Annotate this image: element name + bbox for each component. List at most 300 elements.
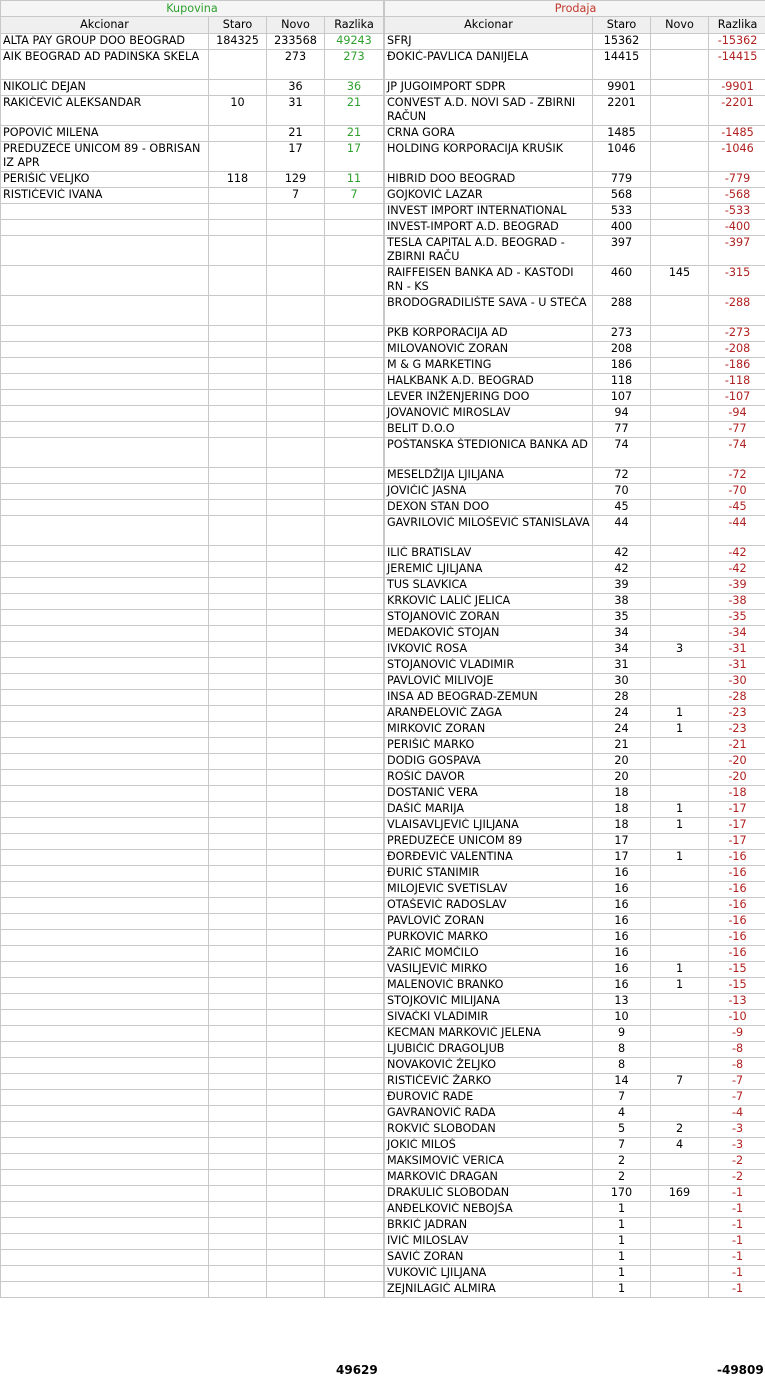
sell-table-row [385,1138,765,1154]
sell-diff-cell: -74 [709,438,765,468]
sell-table-row [385,1186,765,1202]
buy-table-row [1,914,384,930]
sell-shareholder-cell: DEXON STAN DOO [385,500,593,516]
sell-shareholder-cell: STOJANOVIĆ VLADIMIR [385,658,593,674]
buy-table-row [1,1250,384,1266]
buy-shareholder-cell [1,204,209,220]
buy-table-row [1,422,384,438]
sell-shareholder-cell: MIRKOVIĆ ZORAN [385,722,593,738]
sell-diff-cell: -17 [709,834,765,850]
buy-new-cell [267,914,325,930]
buy-table-row [1,204,384,220]
sell-old-cell: 1 [593,1250,651,1266]
buy-diff-cell [325,438,384,468]
sell-new-cell: 1 [651,978,709,994]
buy-diff-cell [325,882,384,898]
buy-shareholder-cell [1,754,209,770]
sell-table-row [385,172,765,188]
buy-shareholder-cell [1,390,209,406]
buy-table-row [1,1058,384,1074]
buy-old-cell: 184325 [209,34,267,50]
sell-shareholder-cell: GOJKOVIĆ LAZAR [385,188,593,204]
buy-new-cell [267,850,325,866]
buy-shareholder-cell [1,1122,209,1138]
sell-table-row [385,358,765,374]
sell-old-cell: 1485 [593,126,651,142]
sell-table-row [385,1010,765,1026]
sell-diff-cell: -16 [709,898,765,914]
buy-new-cell [267,220,325,236]
sell-diff-cell: -30 [709,674,765,690]
buy-shareholder-cell [1,1266,209,1282]
buy-shareholder-cell [1,326,209,342]
buy-diff-cell [325,834,384,850]
buy-old-cell [209,690,267,706]
sell-diff-cell: -77 [709,422,765,438]
sell-header-new: Novo [651,17,709,34]
sell-new-cell: 1 [651,802,709,818]
sell-new-cell [651,1250,709,1266]
buy-shareholder-cell [1,1042,209,1058]
sell-shareholder-cell: SIVAČKI VLADIMIR [385,1010,593,1026]
sell-diff-cell: -186 [709,358,765,374]
buy-shareholder-cell [1,626,209,642]
sell-table-row [385,754,765,770]
sell-shareholder-cell: PURKOVIĆ MARKO [385,930,593,946]
buy-old-cell [209,1202,267,1218]
sell-table-row [385,1058,765,1074]
sell-table-row [385,96,765,126]
buy-old-cell [209,1074,267,1090]
sell-diff-cell: -8 [709,1058,765,1074]
buy-diff-cell [325,866,384,882]
sell-old-cell: 72 [593,468,651,484]
buy-table-row [1,50,384,80]
buy-shareholder-cell [1,930,209,946]
sell-header-diff: Razlika [709,17,765,34]
sell-table-row [385,326,765,342]
sell-new-cell [651,834,709,850]
buy-old-cell [209,850,267,866]
buy-table-row [1,882,384,898]
buy-table-row [1,468,384,484]
buy-old-cell [209,978,267,994]
sell-old-cell: 8 [593,1058,651,1074]
sell-table-row [385,914,765,930]
sell-old-cell: 39 [593,578,651,594]
buy-shareholder-cell [1,438,209,468]
sell-old-cell: 2201 [593,96,651,126]
sell-new-cell [651,594,709,610]
buy-diff-cell [325,738,384,754]
sell-table-row [385,390,765,406]
sell-table-row [385,342,765,358]
buy-diff-cell [325,818,384,834]
buy-new-cell [267,236,325,266]
sell-table-row [385,1090,765,1106]
buy-diff-cell [325,706,384,722]
sell-table-body [385,34,765,1298]
buy-old-cell [209,374,267,390]
sell-old-cell: 45 [593,500,651,516]
buy-diff-cell [325,978,384,994]
buy-old-cell [209,1122,267,1138]
buy-new-cell [267,1058,325,1074]
sell-diff-cell: -16 [709,930,765,946]
sell-shareholder-cell: STOJANOVIĆ ZORAN [385,610,593,626]
sell-new-cell: 1 [651,706,709,722]
sell-diff-cell: -7 [709,1090,765,1106]
sell-table-row [385,546,765,562]
sell-old-cell: 8 [593,1042,651,1058]
buy-table-row [1,690,384,706]
buy-table-row [1,978,384,994]
sell-old-cell: 1 [593,1218,651,1234]
buy-table-row [1,562,384,578]
buy-diff-cell [325,1090,384,1106]
buy-old-cell [209,1058,267,1074]
sell-new-cell [651,96,709,126]
buy-shareholder-cell [1,1234,209,1250]
buy-table-row [1,142,384,172]
buy-old-cell [209,914,267,930]
sell-new-cell [651,1266,709,1282]
sell-new-cell [651,220,709,236]
sell-new-cell [651,546,709,562]
buy-diff-cell [325,1106,384,1122]
sell-old-cell: 18 [593,786,651,802]
sell-diff-cell: -45 [709,500,765,516]
buy-shareholder-cell [1,422,209,438]
buy-diff-cell: 21 [325,126,384,142]
sell-table-row [385,34,765,50]
sell-table-row [385,1042,765,1058]
sell-new-cell [651,1106,709,1122]
buy-shareholder-cell [1,578,209,594]
sell-new-cell [651,406,709,422]
sell-diff-cell: -1 [709,1202,765,1218]
buy-old-cell [209,1042,267,1058]
sell-old-cell: 16 [593,946,651,962]
sell-shareholder-cell: DOSTANIĆ VERA [385,786,593,802]
sell-shareholder-cell: PERIŠIĆ MARKO [385,738,593,754]
sell-new-cell [651,50,709,80]
sell-old-cell: 208 [593,342,651,358]
sell-new-cell: 1 [651,850,709,866]
buy-shareholder-cell [1,962,209,978]
buy-table-row [1,946,384,962]
sell-table-row [385,1074,765,1090]
sell-old-cell: 15362 [593,34,651,50]
buy-new-cell [267,422,325,438]
buy-table-row [1,1090,384,1106]
sell-diff-cell: -15362 [709,34,765,50]
sell-old-cell: 20 [593,754,651,770]
sell-shareholder-cell: MILOJEVIĆ SVETISLAV [385,882,593,898]
sell-shareholder-cell: CRNA GORA [385,126,593,142]
sell-new-cell [651,1170,709,1186]
sell-new-cell [651,1058,709,1074]
sell-old-cell: 30 [593,674,651,690]
buy-old-cell [209,642,267,658]
sell-old-cell: 28 [593,690,651,706]
buy-new-cell [267,1026,325,1042]
buy-table-row [1,1282,384,1298]
sell-old-cell: 44 [593,516,651,546]
sell-new-cell [651,438,709,468]
buy-table-row [1,188,384,204]
sell-table-row [385,834,765,850]
buy-table-row [1,578,384,594]
sell-new-cell [651,1218,709,1234]
sell-shareholder-cell: POŠTANSKA ŠTEDIONICA BANKA AD [385,438,593,468]
sell-table-row [385,468,765,484]
buy-new-cell [267,882,325,898]
sell-table-row [385,1026,765,1042]
buy-shareholder-cell [1,898,209,914]
sell-old-cell: 1 [593,1282,651,1298]
sell-new-cell [651,516,709,546]
buy-table-row [1,516,384,546]
buy-new-cell [267,1106,325,1122]
buy-table-row [1,374,384,390]
buy-shareholder-cell [1,802,209,818]
sell-new-cell [651,690,709,706]
buy-table-row [1,1218,384,1234]
buy-new-cell [267,1170,325,1186]
sell-old-cell: 107 [593,390,651,406]
buy-diff-cell [325,1266,384,1282]
buy-old-cell [209,126,267,142]
sell-new-cell [651,326,709,342]
buy-new-cell: 233568 [267,34,325,50]
sell-new-cell [651,1282,709,1298]
buy-new-cell [267,770,325,786]
sell-table-row [385,866,765,882]
sell-old-cell: 1 [593,1202,651,1218]
buy-new-cell [267,1266,325,1282]
sell-old-cell: 4 [593,1106,651,1122]
sell-new-cell [651,562,709,578]
buy-old-cell [209,1170,267,1186]
buy-diff-cell [325,962,384,978]
buy-new-cell [267,866,325,882]
buy-table-row [1,658,384,674]
sell-new-cell [651,674,709,690]
buy-shareholder-cell: AIK BEOGRAD AD PADINSKA SKELA [1,50,209,80]
buy-new-cell [267,706,325,722]
sell-shareholder-cell: ĐURIĆ STANIMIR [385,866,593,882]
sell-old-cell: 24 [593,722,651,738]
sell-table-row [385,962,765,978]
buy-table-row [1,834,384,850]
buy-diff-cell [325,802,384,818]
sell-new-cell [651,914,709,930]
buy-shareholder-cell [1,674,209,690]
buy-table-row [1,1026,384,1042]
sell-diff-cell: -400 [709,220,765,236]
buy-diff-cell [325,422,384,438]
buy-old-cell [209,516,267,546]
buy-diff-cell [325,610,384,626]
sell-diff-cell: -20 [709,770,765,786]
sell-diff-cell: -17 [709,818,765,834]
buy-shareholder-cell [1,882,209,898]
buy-new-cell [267,1138,325,1154]
buy-table-row [1,722,384,738]
buy-shareholder-cell [1,850,209,866]
buy-new-cell [267,594,325,610]
sell-diff-cell: -18 [709,786,765,802]
sell-table-row [385,994,765,1010]
sell-old-cell: 34 [593,642,651,658]
sell-shareholder-cell: DAŠIĆ MARIJA [385,802,593,818]
buy-shareholder-cell [1,610,209,626]
sell-shareholder-cell: INSA AD BEOGRAD-ZEMUN [385,690,593,706]
sell-old-cell: 18 [593,818,651,834]
buy-new-cell [267,754,325,770]
buy-table-row [1,1106,384,1122]
buy-old-cell [209,882,267,898]
sell-shareholder-cell: BELIT D.O.O [385,422,593,438]
buy-diff-cell: 17 [325,142,384,172]
sell-new-cell [651,1234,709,1250]
sell-diff-cell: -13 [709,994,765,1010]
buy-table-row [1,754,384,770]
buy-table-row [1,930,384,946]
buy-diff-cell [325,1234,384,1250]
sell-old-cell: 70 [593,484,651,500]
buy-shareholder-cell [1,546,209,562]
buy-new-cell [267,266,325,296]
buy-diff-cell [325,236,384,266]
buy-old-cell [209,994,267,1010]
sell-table-row [385,802,765,818]
buy-old-cell [209,546,267,562]
buy-table-row [1,674,384,690]
sell-new-cell: 169 [651,1186,709,1202]
sell-new-cell [651,34,709,50]
buy-new-cell [267,500,325,516]
buy-table-row [1,802,384,818]
buy-table-row [1,126,384,142]
sell-table-row [385,236,765,266]
sell-new-cell [651,930,709,946]
buy-table-row [1,296,384,326]
sell-old-cell: 170 [593,1186,651,1202]
sell-shareholder-cell: RAIFFEISEN BANKA AD - KASTODI RN - KS [385,266,593,296]
sell-shareholder-cell: MALENOVIĆ BRANKO [385,978,593,994]
sell-old-cell: 397 [593,236,651,266]
buy-old-cell [209,188,267,204]
buy-new-cell [267,1218,325,1234]
buy-diff-cell [325,578,384,594]
buy-old-cell [209,674,267,690]
sell-shareholder-cell: JOVIČIĆ JASNA [385,484,593,500]
sell-shareholder-cell: MAKSIMOVIĆ VERICA [385,1154,593,1170]
buy-table-row [1,172,384,188]
buy-diff-cell: 273 [325,50,384,80]
sell-old-cell: 94 [593,406,651,422]
buy-diff-cell [325,626,384,642]
sell-old-cell: 779 [593,172,651,188]
buy-old-cell [209,80,267,96]
buy-new-cell [267,358,325,374]
buy-shareholder-cell [1,484,209,500]
buy-shareholder-cell: RAKIĆEVIĆ ALEKSANDAR [1,96,209,126]
buy-old-cell [209,770,267,786]
sell-old-cell: 42 [593,546,651,562]
sell-old-cell: 16 [593,914,651,930]
sell-table-row [385,204,765,220]
buy-shareholder-cell [1,1106,209,1122]
buy-shareholder-cell [1,562,209,578]
sell-new-cell [651,898,709,914]
buy-old-cell [209,1250,267,1266]
sell-diff-cell: -9 [709,1026,765,1042]
buy-new-cell [267,1010,325,1026]
sell-new-cell [651,358,709,374]
buy-diff-cell [325,914,384,930]
sell-shareholder-cell: CONVEST A.D. NOVI SAD - ZBIRNI RAČUN [385,96,593,126]
sell-diff-cell: -7 [709,1074,765,1090]
buy-new-cell [267,690,325,706]
sell-old-cell: 14 [593,1074,651,1090]
buy-table-row [1,1154,384,1170]
buy-shareholder-cell [1,594,209,610]
sell-diff-cell: -16 [709,946,765,962]
buy-table-row [1,706,384,722]
sell-diff-cell: -16 [709,882,765,898]
sell-new-cell [651,342,709,358]
buy-diff-cell [325,1074,384,1090]
sell-diff-cell: -315 [709,266,765,296]
sell-old-cell: 16 [593,978,651,994]
sell-diff-cell: -16 [709,850,765,866]
buy-shareholder-cell [1,1090,209,1106]
buy-shareholder-cell [1,236,209,266]
buy-old-cell [209,142,267,172]
sell-new-cell: 7 [651,1074,709,1090]
sell-table-row [385,1154,765,1170]
sell-new-cell [651,1202,709,1218]
sell-table-row [385,626,765,642]
buy-header-diff: Razlika [325,17,384,34]
sell-table-row [385,422,765,438]
buy-old-cell: 118 [209,172,267,188]
sell-shareholder-cell: PAVLOVIĆ ZORAN [385,914,593,930]
sell-diff-cell: -4 [709,1106,765,1122]
buy-table-row [1,358,384,374]
buy-new-cell [267,674,325,690]
buy-shareholder-cell [1,946,209,962]
buy-old-cell [209,406,267,422]
sell-old-cell: 13 [593,994,651,1010]
sell-shareholder-cell: OTAŠEVIĆ RADOSLAV [385,898,593,914]
buy-new-cell [267,898,325,914]
buy-section-title: Kupovina [1,1,384,17]
sell-new-cell [651,1042,709,1058]
buy-new-cell [267,1250,325,1266]
sell-old-cell: 16 [593,898,651,914]
sell-shareholder-cell: MEDAKOVIĆ STOJAN [385,626,593,642]
buy-shareholder-cell [1,220,209,236]
sell-old-cell: 16 [593,962,651,978]
sell-shareholder-cell: JOKIĆ MILOŠ [385,1138,593,1154]
sell-header-shareholder: Akcionar [385,17,593,34]
buy-old-cell [209,326,267,342]
sell-new-cell [651,236,709,266]
